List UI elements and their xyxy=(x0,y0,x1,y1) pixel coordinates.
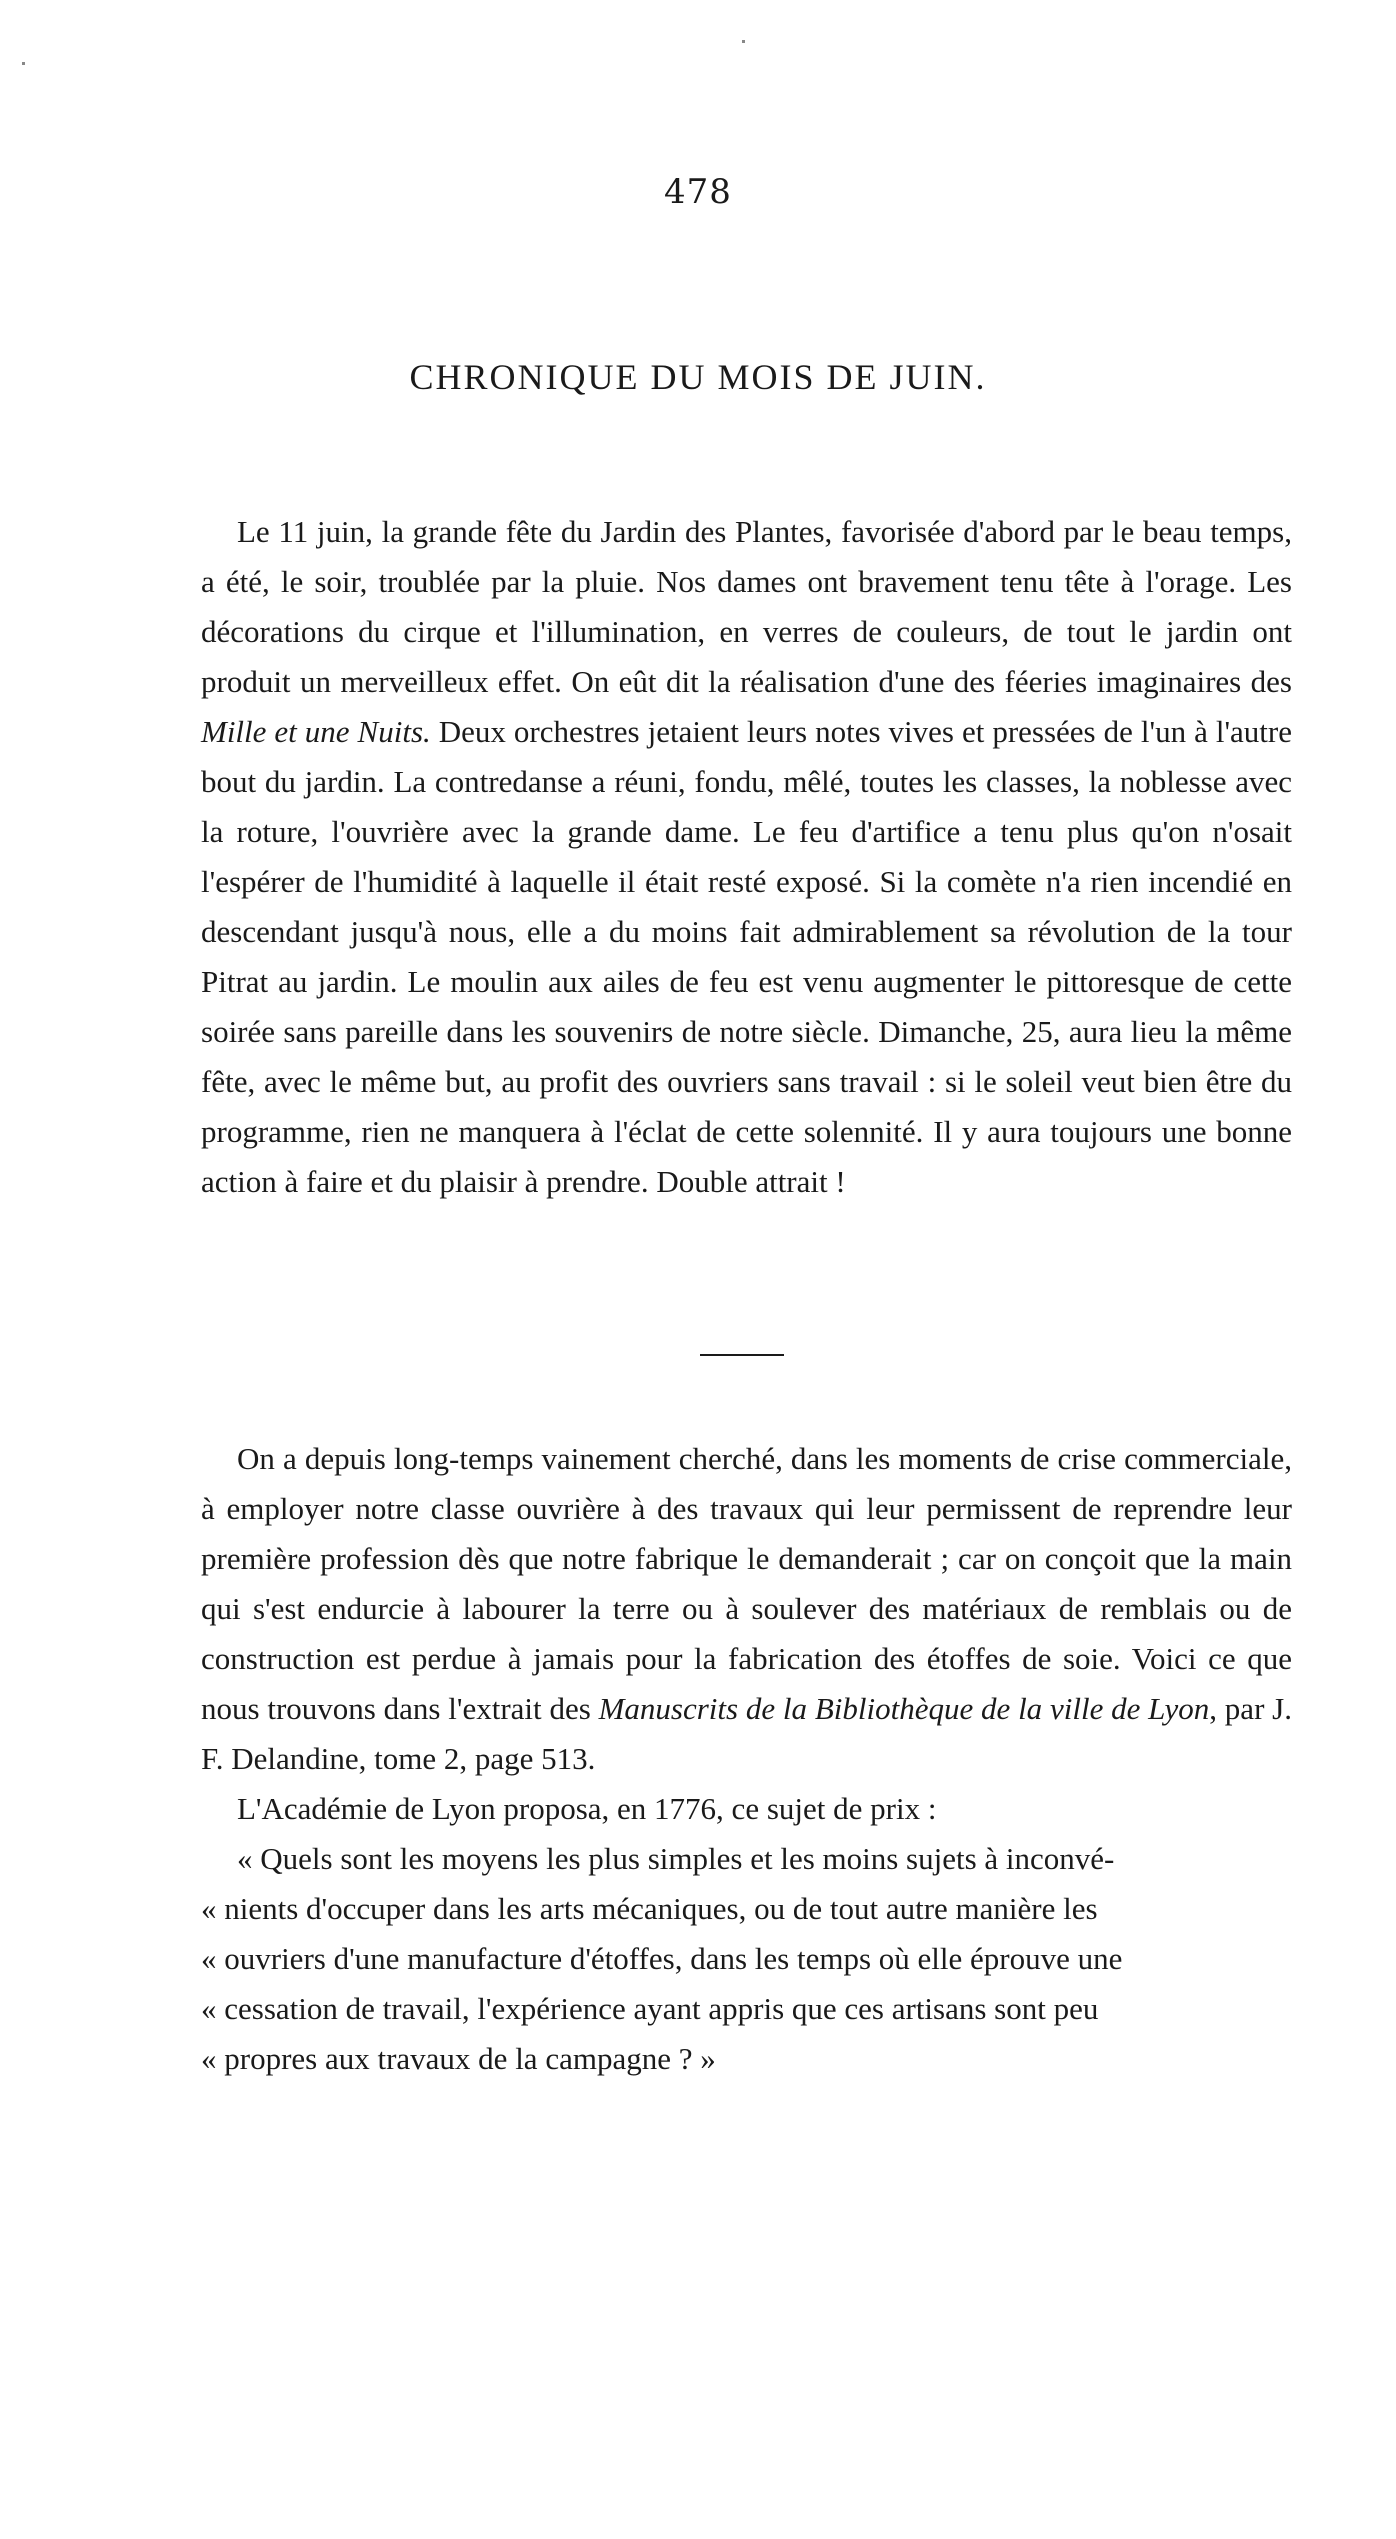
page-title: CHRONIQUE DU MOIS DE JUIN. xyxy=(409,357,987,397)
article-section-2 xyxy=(201,1434,1292,2084)
scan-speck xyxy=(742,40,745,43)
article-section-1 xyxy=(201,507,1292,1207)
page-number: 478 xyxy=(664,172,732,212)
manuscript-title-italic: Manuscrits de la Bibliothèque de la ville de Lyon xyxy=(598,1691,1210,1726)
paragraph-fete: Le 11 juin, la grande fête du Jardin des Plantes, favorisée d'abord par le beau temps, a été, le soir, troublée par la pluie. Nos dames ont bravement tenu tête à l'orage. Les décorations du cirque et l'illumination, en verres de couleurs, de tout le jardin ont produit un merveilleux effet. On eût dit la réalisation d'une des féeries imaginaires des Mille et une Nuits. Deux orchestres jetaient leurs notes vives et pressées de l'un à l'autre bout du jardin. La contredanse a réuni, fondu, mêlé, toutes les classes, la noblesse avec la roture, l'ouvrière avec la grande dame. Le feu d'artifice a tenu plus qu'on n'osait l'espérer de l'humidité à laquelle il était resté exposé. Si la comète n'a rien incendié en descendant jusqu'à nous, elle a du moins fait admirablement sa révolution de la tour Pitrat au jardin. Le moulin aux ailes de feu est venu augmenter le pittoresque de cette soirée sans pareille dans les souvenirs de notre siècle. Dimanche, 25, aura lieu la même fête, avec le même but, au profit des ouvriers sans travail : si le soleil veut bien être du programme, rien ne manquera à l'éclat de cette solennité. Il y aura toujours une bonne action à faire et du plaisir à prendre. Double attrait ! xyxy=(201,514,1292,1199)
paragraph-ouvriers: On a depuis long-temps vainement cherché, dans les moments de crise commerciale, à employer notre classe ouvrière à des travaux qui leur permissent de reprendre leur première profession dès que notre fabrique le demanderait ; car on conçoit que la main qui s'est endurcie à labourer la terre ou à soulever des matériaux de remblais ou de construction est perdue à jamais pour la fabrication des étoffes de soie. Voici ce que nous trouvons dans l'extrait des Manuscrits de la Bibliothèque de la ville de Lyon, par J. F. Delandine, tome 2, page 513. xyxy=(201,1441,1292,1776)
paragraph-academie: L'Académie de Lyon proposa, en 1776, ce sujet de prix : xyxy=(237,1791,937,1826)
quote-line: « nients d'occuper dans les arts mécaniques, ou de tout autre manière les xyxy=(201,1891,1098,1926)
quotation xyxy=(201,1834,1292,2084)
quote-line: « ouvriers d'une manufacture d'étoffes, dans les temps où elle éprouve une xyxy=(201,1941,1123,1976)
quote-line: « propres aux travaux de la campagne ? » xyxy=(201,2041,716,2076)
quote-line: « Quels sont les moyens les plus simples et les moins sujets à inconvé- xyxy=(237,1841,1115,1876)
book-title-italic: Mille et une Nuits. xyxy=(201,714,431,749)
quote-line: « cessation de travail, l'expérience ayant appris que ces artisans sont peu xyxy=(201,1991,1099,2026)
scan-speck xyxy=(22,62,25,65)
section-separator xyxy=(700,1354,784,1356)
